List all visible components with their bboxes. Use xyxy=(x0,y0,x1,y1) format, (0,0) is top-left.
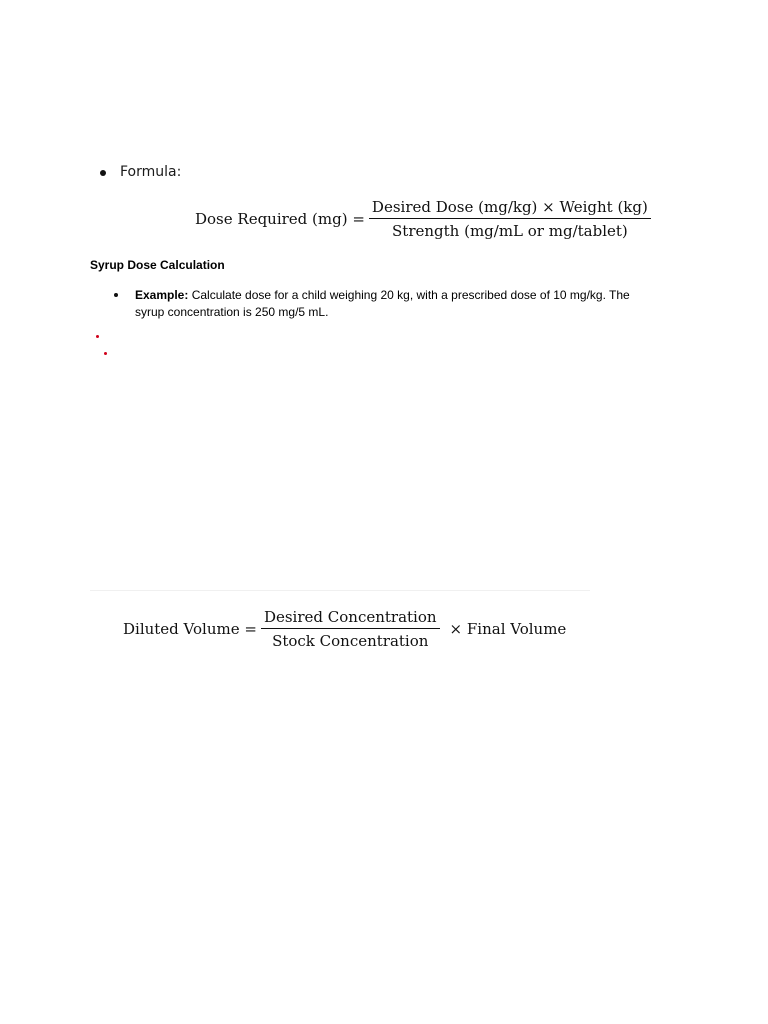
example-label: Example: xyxy=(135,288,189,302)
bullet-dot-icon xyxy=(100,170,106,176)
example-list-item xyxy=(114,287,654,321)
section-heading: Syrup Dose Calculation xyxy=(90,258,225,272)
formula-2-denominator: Stock Concentration xyxy=(272,632,429,650)
formula-1-fraction xyxy=(369,198,651,240)
formula-2-lhs: Diluted Volume = xyxy=(123,620,257,638)
formula-1-lhs: Dose Required (mg) = xyxy=(195,210,365,228)
formula-2-numerator: Desired Concentration xyxy=(261,608,440,629)
example-text-block xyxy=(135,287,654,321)
formula-1-denominator: Strength (mg/mL or mg/tablet) xyxy=(392,222,628,240)
example-text: Calculate dose for a child weighing 20 kg, with a prescribed dose of 10 mg/kg. The syrup concentration is 250 mg/5 mL. xyxy=(135,288,630,319)
formula-label: Formula: xyxy=(120,164,182,180)
empty-bullet-icon xyxy=(96,335,99,338)
formula-2-rhs: × Final Volume xyxy=(449,620,567,638)
formula-bullet-item xyxy=(100,164,181,180)
bullet-dot-icon xyxy=(114,293,118,297)
divider xyxy=(90,590,590,591)
dose-required-formula xyxy=(195,198,655,240)
empty-bullet-icon xyxy=(104,352,107,355)
formula-2-fraction xyxy=(261,608,440,650)
formula-1-numerator: Desired Dose (mg/kg) × Weight (kg) xyxy=(369,198,651,219)
diluted-volume-formula xyxy=(123,608,572,650)
